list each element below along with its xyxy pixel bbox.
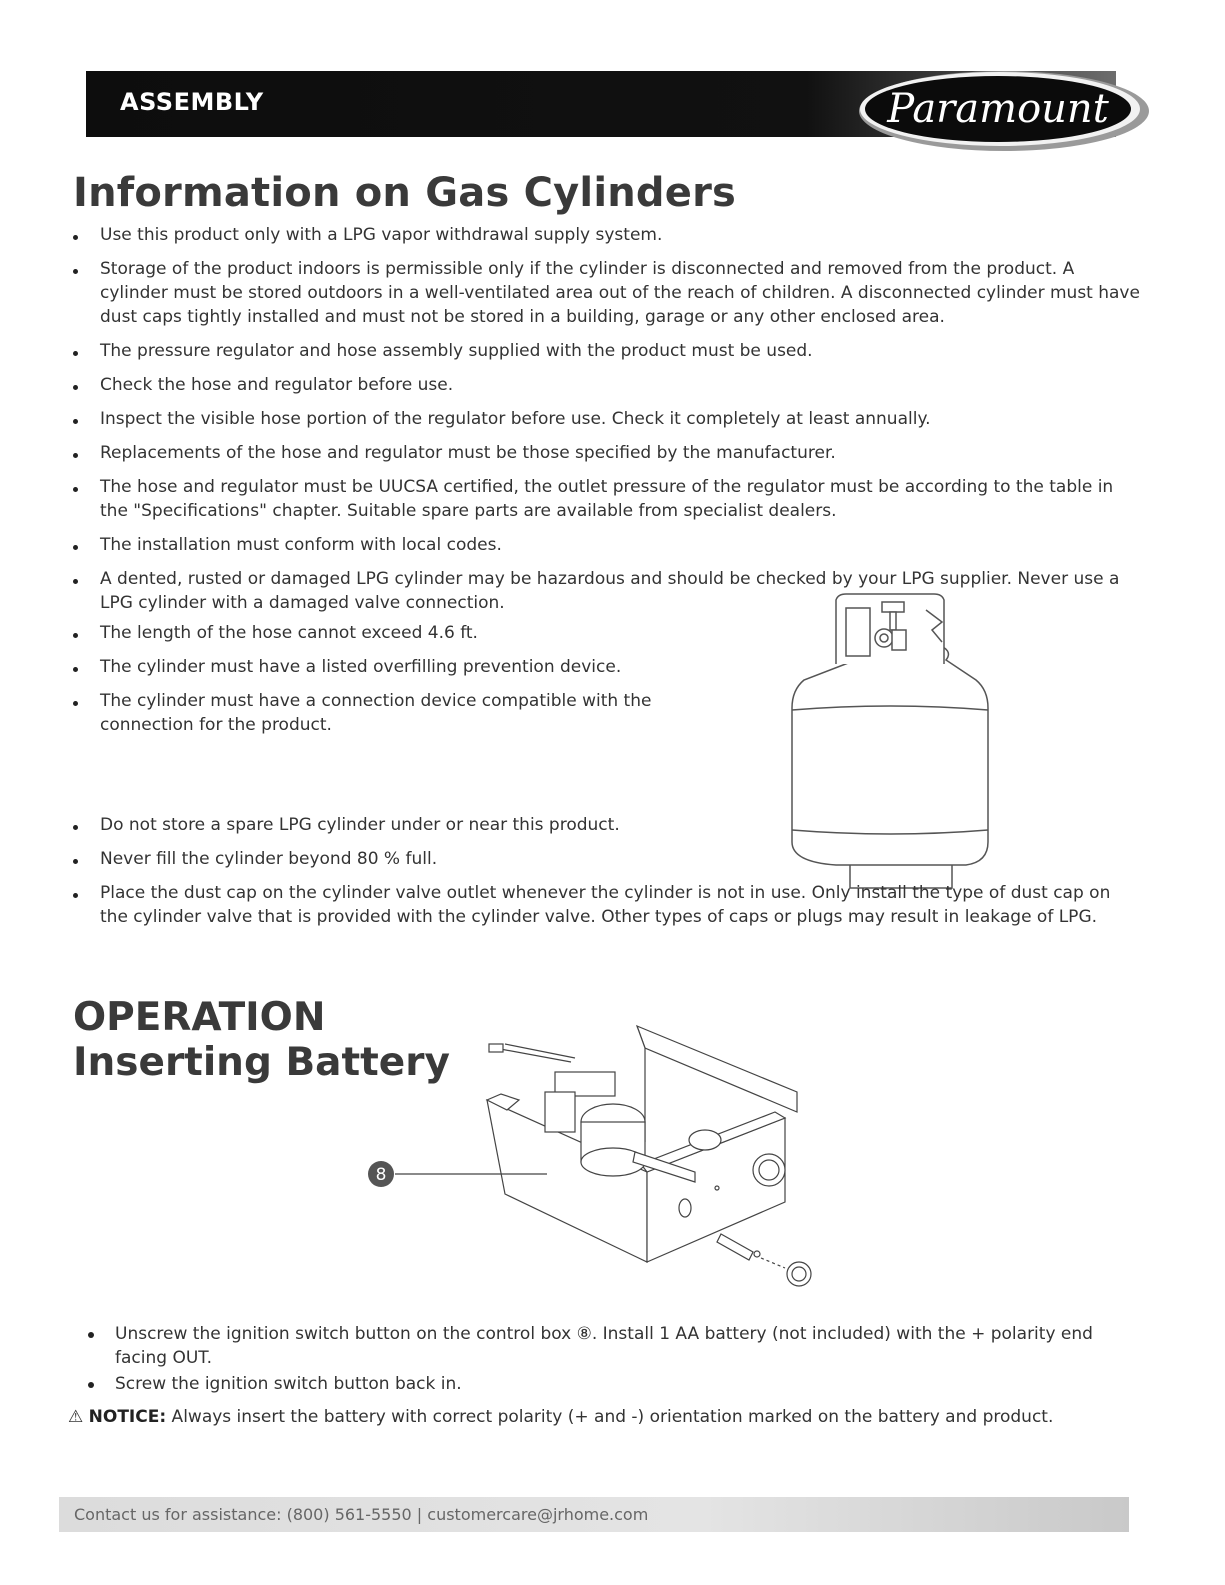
- list-item: A dented, rusted or damaged LPG cylinder may be hazardous and should be checked by your LPG supplier. Never use a LPG cylinder with a damaged valve connection.: [70, 567, 1140, 615]
- footer-bar: [59, 1497, 1129, 1532]
- list-item: The length of the hose cannot exceed 4.6 ft.: [70, 621, 690, 645]
- list-item: The hose and regulator must be UUCSA certified, the outlet pressure of the regulator must be according to the table in the "Specifications" chapter. Suitable spare parts are available from specialist dealers.: [70, 475, 1140, 523]
- list-item: The cylinder must have a connection device compatible with the connection for the product.: [70, 689, 690, 737]
- list-item: Never fill the cylinder beyond 80 % full.: [70, 847, 1140, 871]
- list-item: The cylinder must have a listed overfilling prevention device.: [70, 655, 690, 679]
- operation-heading: OPERATION: [73, 995, 326, 1040]
- notice-text: Always insert the battery with correct polarity (+ and -) orientation marked on the battery and product.: [166, 1407, 1054, 1427]
- notice-label: NOTICE:: [88, 1407, 167, 1427]
- list-item: Check the hose and regulator before use.: [70, 373, 1140, 397]
- list-item: Replacements of the hose and regulator must be those specified by the manufacturer.: [70, 441, 1140, 465]
- gas-bullets-bottom: [70, 813, 1140, 929]
- section-title: ASSEMBLY: [120, 88, 264, 116]
- list-item: Storage of the product indoors is permissible only if the cylinder is disconnected and removed from the product. A cylinder must be stored outdoors in a well-ventilated area out of the reach of children. A disconnected cylinder must have dust caps tightly installed and must not be stored in a building, garage or any other enclosed area.: [70, 257, 1140, 329]
- gas-bullets-top: [70, 223, 1140, 625]
- warning-icon: ⚠: [68, 1407, 84, 1427]
- list-item: The installation must conform with local codes.: [70, 533, 1140, 557]
- battery-bullets: [85, 1322, 1135, 1396]
- gas-bullets-mid: [70, 621, 690, 747]
- list-item: The pressure regulator and hose assembly supplied with the product must be used.: [70, 339, 1140, 363]
- list-item: Use this product only with a LPG vapor withdrawal supply system.: [70, 223, 1140, 247]
- paramount-logo: [852, 67, 1152, 153]
- list-item: Screw the ignition switch button back in.: [85, 1372, 1135, 1396]
- svg-text:8: 8: [375, 1165, 387, 1185]
- contact-info: Contact us for assistance: (800) 561-5550 | customercare@jrhome.com: [74, 1505, 649, 1524]
- list-item: Unscrew the ignition switch button on the control box ⑧. Install 1 AA battery (not included) with the + polarity end facing OUT.: [85, 1322, 1135, 1370]
- list-item: Place the dust cap on the cylinder valve outlet whenever the cylinder is not in use. Only install the type of dust cap on the cylinder valve that is provided with the cylinder valve. Other types of caps or plugs may result in leakage of LPG.: [70, 881, 1140, 929]
- notice-line: [68, 1407, 1053, 1427]
- svg-text:Paramount: Paramount: [887, 86, 1109, 132]
- page-title: Information on Gas Cylinders: [73, 170, 737, 216]
- list-item: Inspect the visible hose portion of the regulator before use. Check it completely at least annually.: [70, 407, 1140, 431]
- control-box-illustration: [365, 1022, 830, 1297]
- list-item: Do not store a spare LPG cylinder under or near this product.: [70, 813, 1140, 837]
- inserting-battery-heading: Inserting Battery: [73, 1040, 450, 1085]
